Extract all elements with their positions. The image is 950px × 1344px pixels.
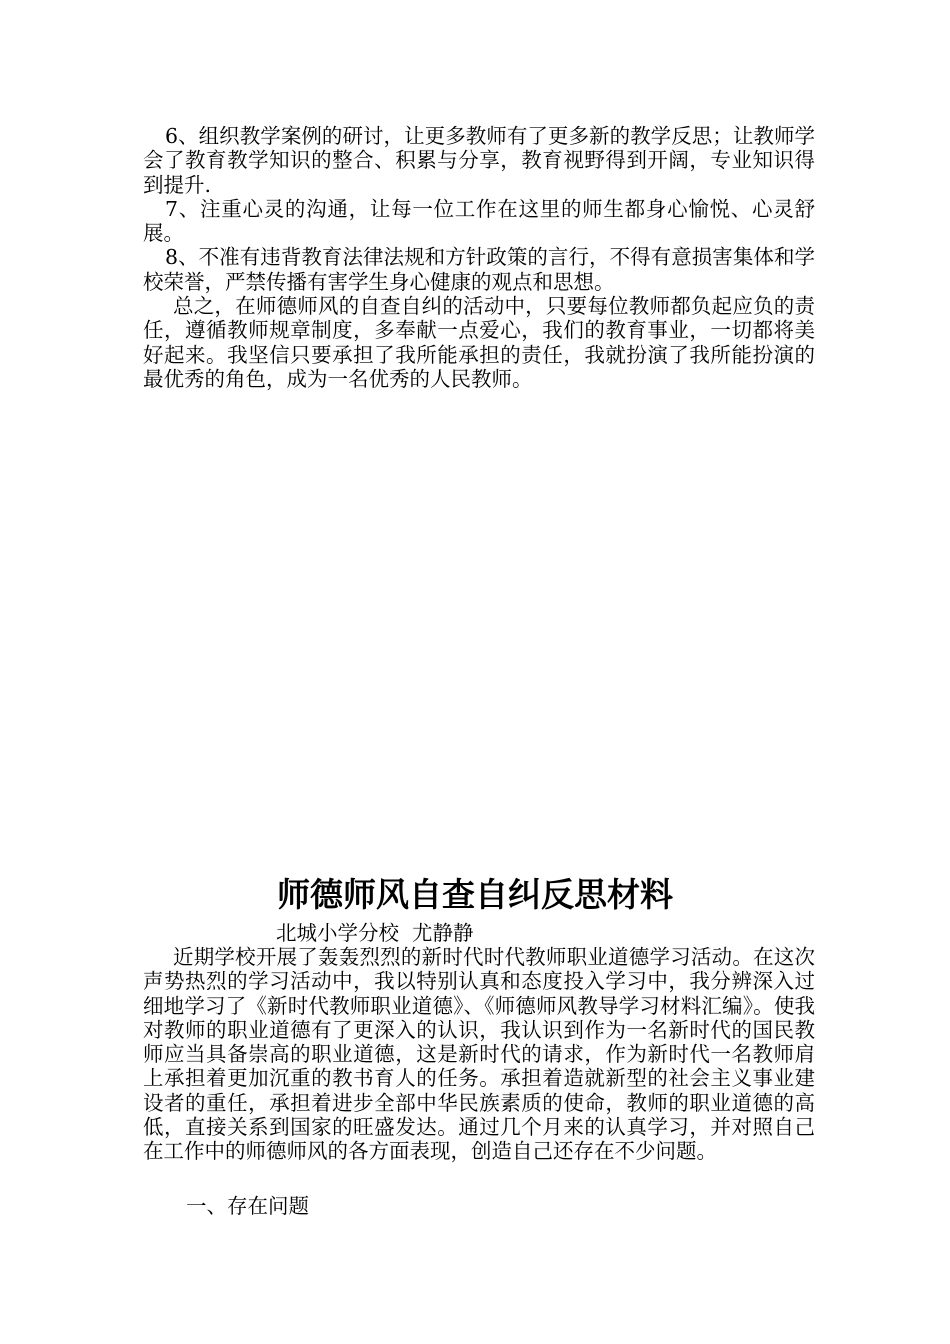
- paragraph-item-7: 7、注重心灵的沟通，让每一位工作在这里的师生都身心愉悦、心灵舒展。: [143, 196, 815, 246]
- document-title: 师德师风自查自纠反思材料: [277, 875, 673, 914]
- lower-text-block: [143, 945, 815, 1164]
- upper-text-block: [143, 124, 815, 391]
- author-byline: 北城小学分校 尤静静: [276, 921, 474, 945]
- section-heading: 一、存在问题: [186, 1194, 309, 1218]
- paragraph-item-6: 6、组织教学案例的研讨，让更多教师有了更多新的教学反思；让教师学会了教育教学知识的整合、积累与分享，教育视野得到开阔，专业知识得到提升.: [143, 124, 815, 197]
- intro-paragraph: 近期学校开展了轰轰烈烈的新时代时代教师职业道德学习活动。在这次声势热烈的学习活动中，我以特别认真和态度投入学习中，我分辨深入过细地学习了《新时代教师职业道德》、《师德师风教导学习材料汇编》。使我对教师的职业道德有了更深入的认识，我认识到作为一名新时代的国民教师应当具备崇高的职业道德，这是新时代的请求，作为新时代一名教师肩上承担着更加沉重的教书育人的任务。承担着造就新型的社会主义事业建设者的重任，承担着进步全部中华民族素质的使命，教师的职业道德的高低，直接关系到国家的旺盛发达。通过几个月来的认真学习，并对照自己在工作中的师德师风的各方面表现，创造自己还存在不少问题。: [143, 945, 815, 1164]
- paragraph-conclusion: 总之，在师德师风的自查自纠的活动中，只要每位教师都负起应负的责任，遵循教师规章制度，多奉献一点爱心，我们的教育事业，一切都将美好起来。我坚信只要承担了我所能承担的责任，我就扮演了我所能扮演的最优秀的角色，成为一名优秀的人民教师。: [143, 294, 815, 391]
- paragraph-item-8: 8、不准有违背教育法律法规和方针政策的言行，不得有意损害集体和学校荣誉，严禁传播有害学生身心健康的观点和思想。: [143, 245, 815, 294]
